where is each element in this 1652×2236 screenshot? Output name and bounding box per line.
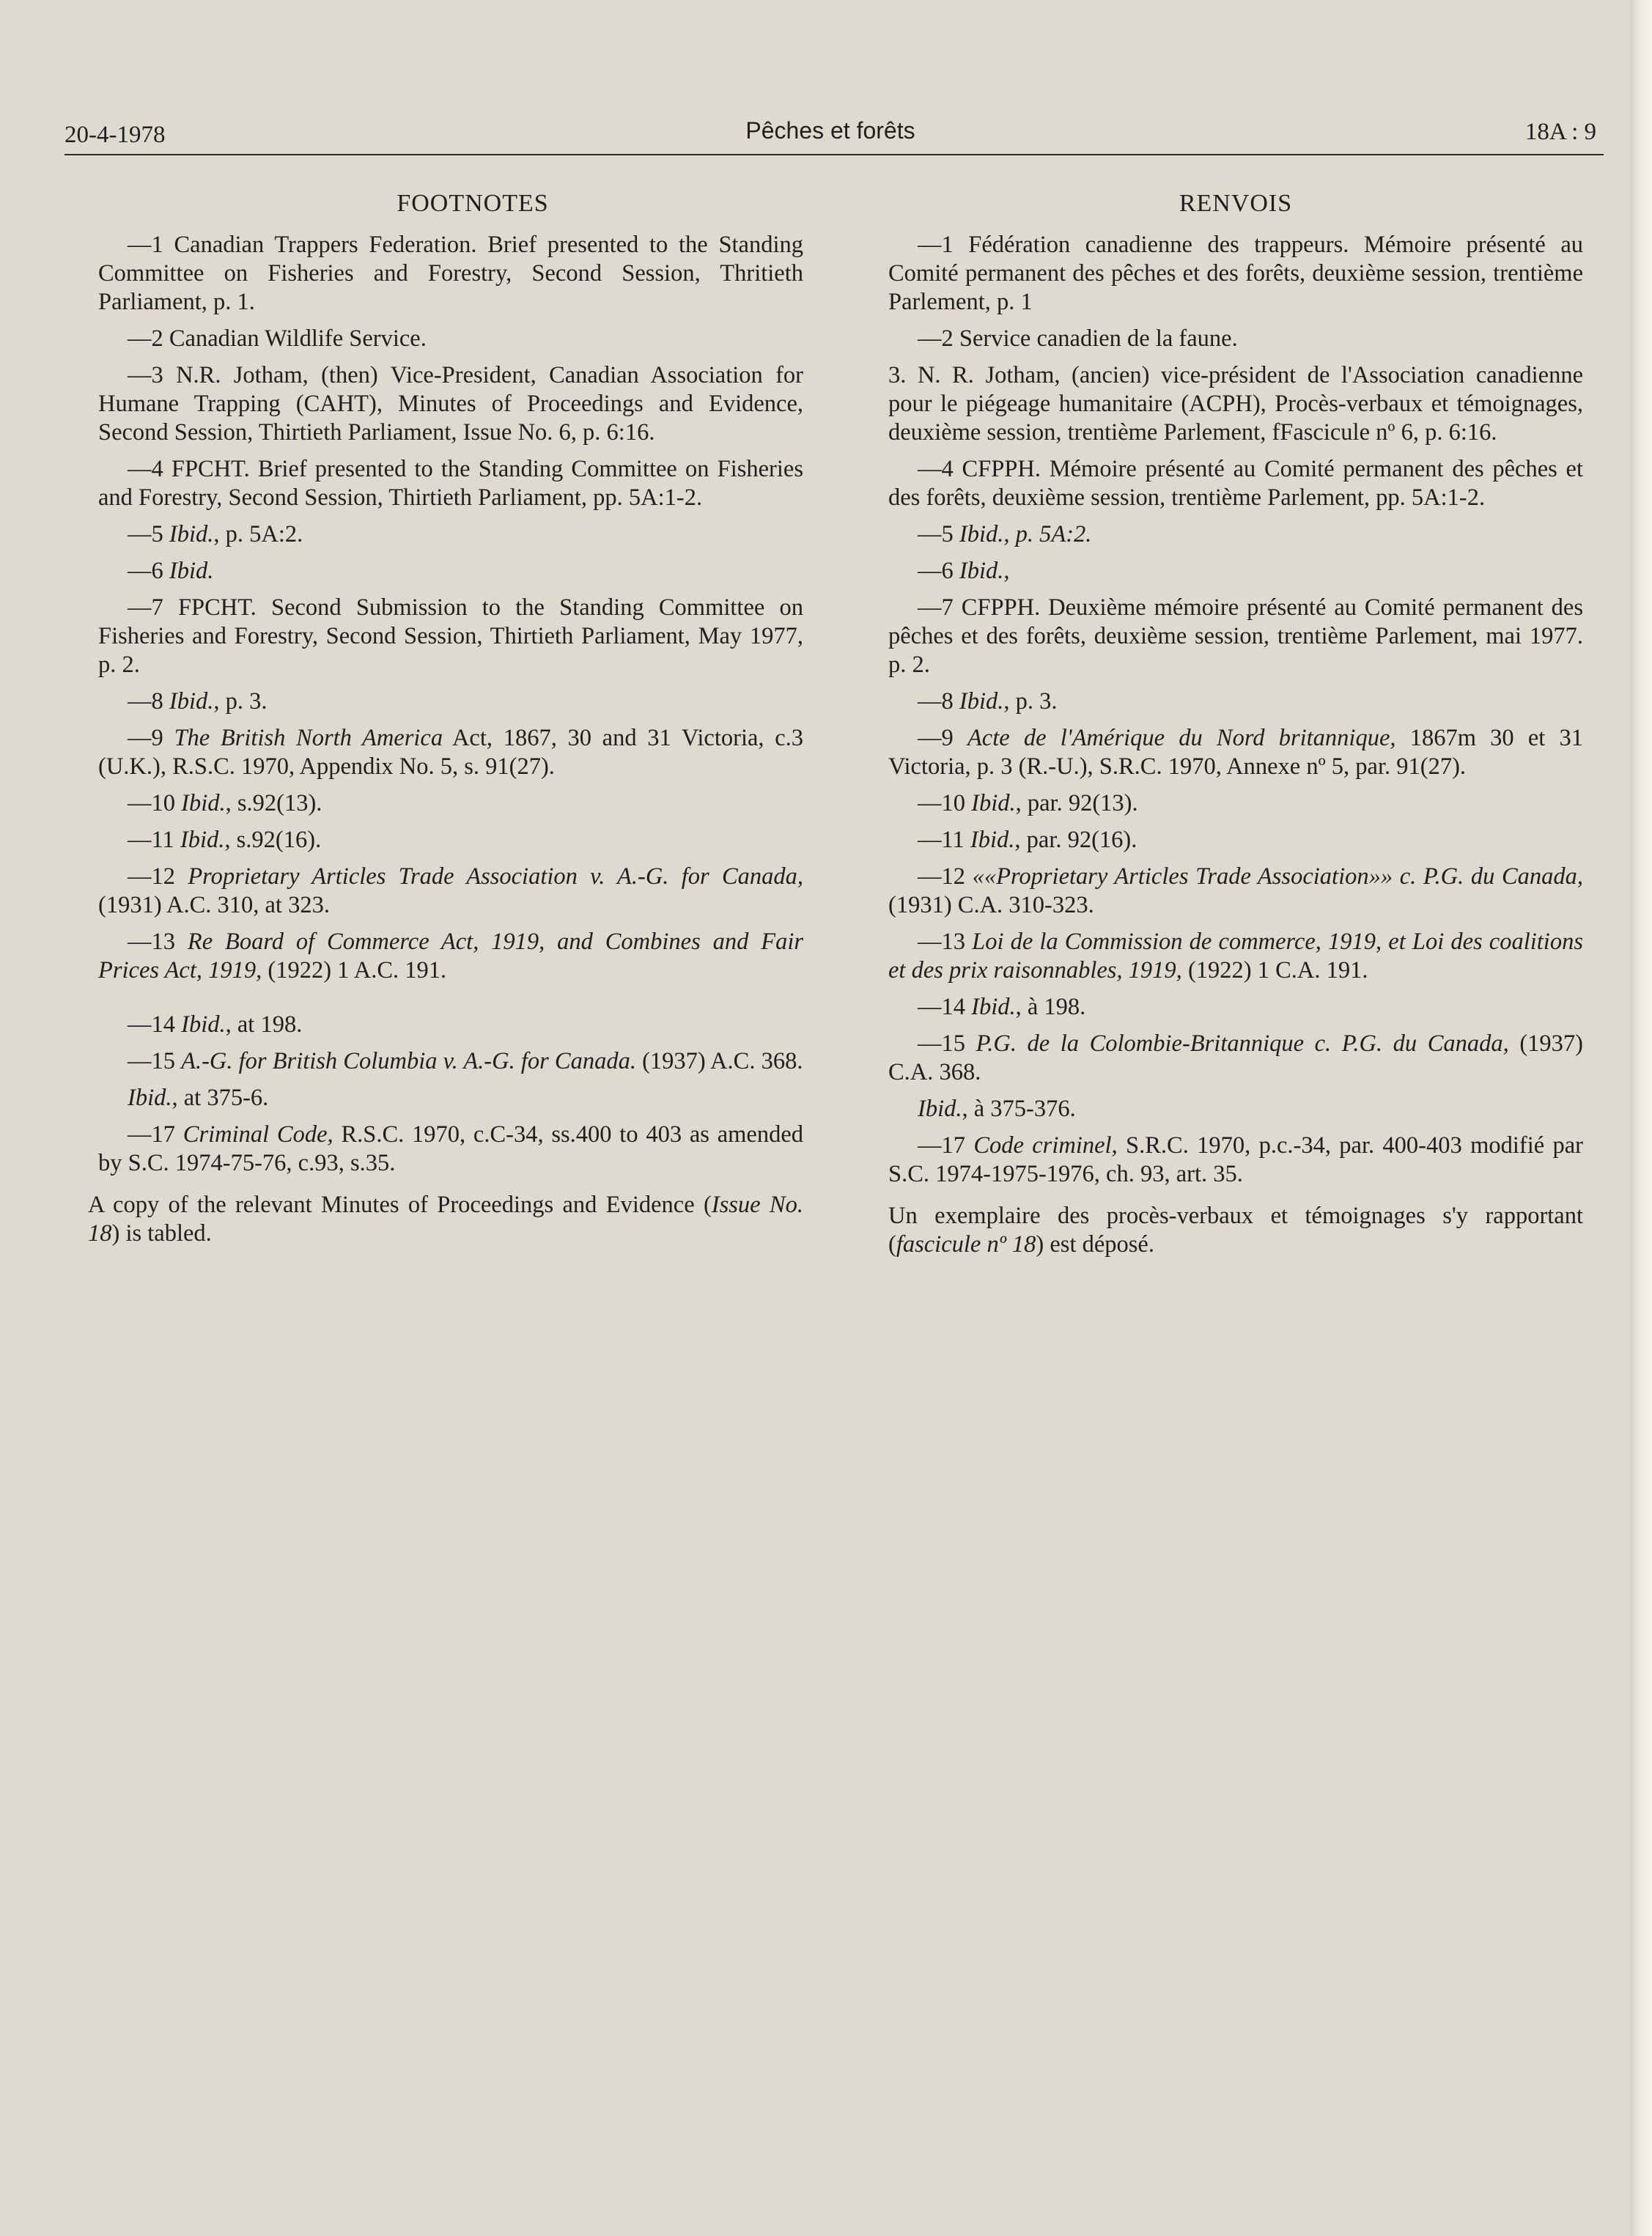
renvois-column xyxy=(888,189,1583,1259)
header-title: Pêches et forêts xyxy=(745,117,915,144)
footnotes-note: —17 Criminal Code, R.S.C. 1970, c.C-34, ss.400 to 403 as amended by S.C. 1974-75-76, c.93, s.35. xyxy=(98,1121,804,1176)
renvois-note: —7 CFPPH. Deuxième mémoire présenté au Comité permanent des pêches et des forêts, deuxième session, trentième Parlement, mai 1977. p. 2. xyxy=(888,594,1583,678)
footnotes-note: —12 Proprietary Articles Trade Association v. A.-G. for Canada, (1931) A.C. 310, at 323. xyxy=(98,863,804,918)
footnotes-note: —9 The British North America Act, 1867, 30 and 31 Victoria, c.3 (U.K.), R.S.C. 1970, Appendix No. 5, s. 91(27). xyxy=(98,725,803,780)
footnotes-note: —4 FPCHT. Brief presented to the Standing Committee on Fisheries and Forestry, Second Session, Thirtieth Parliament, pp. 5A:1-2. xyxy=(98,456,803,511)
footnotes-column xyxy=(88,189,804,1248)
renvois-note: —1 Fédération canadienne des trappeurs. Mémoire présenté au Comité permanent des pêches et des forêts, deuxième session, trentième Parlement, p. 1 xyxy=(888,232,1583,315)
footnotes-note: —6 Ibid. xyxy=(128,558,214,584)
footnotes-note: —2 Canadian Wildlife Service. xyxy=(128,325,427,352)
renvois-closing: Un exemplaire des procès-verbaux et témoignages s'y rapportant (fascicule nº 18) est déposé. xyxy=(888,1203,1583,1258)
renvois-note: —2 Service canadien de la faune. xyxy=(918,325,1238,352)
footnotes-list xyxy=(98,231,803,1178)
footnotes-note: —10 Ibid., s.92(13). xyxy=(128,790,322,816)
renvois-note: —15 P.G. de la Colombie-Britannique c. P.G. du Canada, (1937) C.A. 368. xyxy=(888,1030,1583,1085)
footnotes-note: —1 Canadian Trappers Federation. Brief presented to the Standing Committee on Fisheries and Forestry, Second Session, Thritieth Parliament, p. 1. xyxy=(98,232,803,315)
page-edge xyxy=(1630,0,1652,2236)
footnotes-note: —15 A.-G. for British Columbia v. A.-G. for Canada. (1937) A.C. 368. xyxy=(128,1048,803,1074)
renvois-note: —8 Ibid., p. 3. xyxy=(918,688,1058,715)
footnotes-note: —13 Re Board of Commerce Act, 1919, and Combines and Fair Prices Act, 1919, (1922) 1 A.C. 191. xyxy=(98,929,804,984)
renvois-list xyxy=(888,231,1583,1189)
footnotes-note: —8 Ibid., p. 3. xyxy=(128,688,268,715)
renvois-note: —10 Ibid., par. 92(13). xyxy=(918,790,1138,816)
header-rule xyxy=(64,154,1604,155)
renvois-note: —14 Ibid., à 198. xyxy=(918,994,1086,1020)
footnotes-note: Ibid., at 375-6. xyxy=(128,1085,269,1111)
running-header xyxy=(64,116,1596,157)
footnotes-heading: FOOTNOTES xyxy=(397,190,549,217)
footnotes-note: —7 FPCHT. Second Submission to the Standing Committee on Fisheries and Forestry, Second Session, Thirtieth Parliament, May 1977, p. 2. xyxy=(98,594,803,678)
footnotes-note: —5 Ibid., p. 5A:2. xyxy=(128,521,303,547)
header-page-number: 18A : 9 xyxy=(1524,119,1596,145)
renvois-note: Ibid., à 375-376. xyxy=(918,1096,1076,1122)
renvois-note: —17 Code criminel, S.R.C. 1970, p.c.-34, par. 400-403 modifié par S.C. 1974-1975-1976, ch. 93, art. 35. xyxy=(888,1132,1583,1187)
renvois-note: —5 Ibid., p. 5A:2. xyxy=(918,521,1092,547)
footnotes-note: —14 Ibid., at 198. xyxy=(128,1011,303,1038)
footnotes-closing: A copy of the relevant Minutes of Proceedings and Evidence (Issue No. 18) is tabled. xyxy=(88,1192,803,1247)
renvois-note: —13 Loi de la Commission de commerce, 1919, et Loi des coalitions et des prix raisonnables, 1919, (1922) 1 C.A. 191. xyxy=(888,929,1583,984)
header-date: 20-4-1978 xyxy=(64,122,166,148)
renvois-note: —11 Ibid., par. 92(16). xyxy=(918,827,1137,853)
renvois-note: 3. N. R. Jotham, (ancien) vice-président de l'Association canadienne pour le piégeage humanitaire (ACPH), Procès-verbaux et témoignages, deuxième session, trentième Parlement, fFascicule nº 6, p. 6:16. xyxy=(888,362,1583,446)
renvois-heading: RENVOIS xyxy=(1179,190,1293,217)
footnotes-note: —11 Ibid., s.92(16). xyxy=(128,827,322,853)
renvois-note: —9 Acte de l'Amérique du Nord britannique, 1867m 30 et 31 Victoria, p. 3 (R.-U.), S.R.C. 1970, Annexe nº 5, par. 91(27). xyxy=(888,725,1583,780)
renvois-note: —4 CFPPH. Mémoire présenté au Comité permanent des pêches et des forêts, deuxième session, trentième Parlement, pp. 5A:1-2. xyxy=(888,456,1583,511)
footnotes-note: —3 N.R. Jotham, (then) Vice-President, Canadian Association for Humane Trapping (CAHT), Minutes of Proceedings and Evidence, Second Session, Thirtieth Parliament, Issue No. 6, p. 6:16. xyxy=(98,362,803,446)
renvois-note: —12 ««Proprietary Articles Trade Association»» c. P.G. du Canada, (1931) C.A. 310-323. xyxy=(888,863,1583,918)
renvois-note: —6 Ibid., xyxy=(918,558,1010,584)
